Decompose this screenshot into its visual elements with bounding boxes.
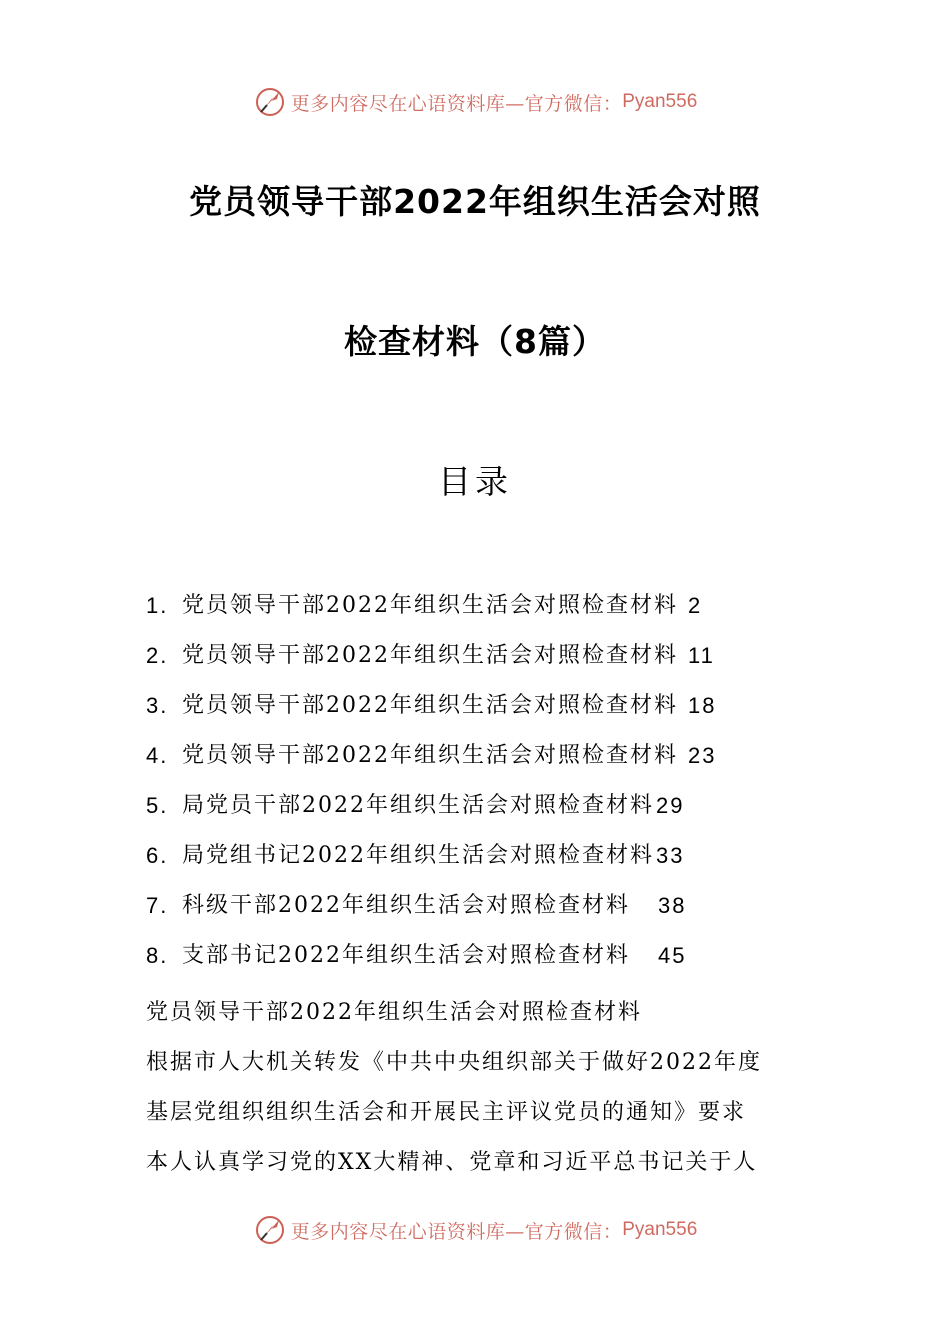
watermark-text: 更多内容尽在心语资料库—官方微信：	[290, 92, 623, 115]
watermark-wechat: Pyan556	[622, 91, 698, 112]
body-paragraph-line: 本人认真学习党的XX大精神、党章和习近平总书记关于人	[146, 1150, 758, 1175]
document-body	[146, 988, 816, 1188]
toc-number: 6.	[146, 843, 169, 868]
toc-title: 局党组书记2022年组织生活会对照检查材料	[182, 843, 654, 868]
toc-item-7[interactable]	[146, 890, 826, 940]
toc-page-number: 38	[658, 893, 687, 918]
body-paragraph-line: 根据市人大机关转发《中共中央组织部关于做好2022年度	[146, 1050, 762, 1075]
quill-logo-icon	[253, 85, 287, 119]
quill-logo-icon	[253, 1213, 287, 1247]
toc-item-4[interactable]	[146, 740, 826, 790]
toc-page-number: 45	[658, 943, 687, 968]
toc-title: 党员领导干部2022年组织生活会对照检查材料	[182, 693, 678, 718]
watermark-wechat: Pyan556	[622, 1219, 698, 1240]
document-title-line-2: 检查材料（8篇）	[344, 322, 606, 361]
toc-page-number: 33	[656, 843, 685, 868]
toc-number: 1.	[146, 593, 169, 618]
toc-number: 4.	[146, 743, 169, 768]
toc-page-number: 29	[656, 793, 685, 818]
toc-title: 局党员干部2022年组织生活会对照检查材料	[182, 793, 654, 818]
toc-item-6[interactable]	[146, 840, 826, 890]
toc-page-number: 11	[688, 643, 715, 668]
toc-title: 党员领导干部2022年组织生活会对照检查材料	[182, 743, 678, 768]
toc-number: 7.	[146, 893, 169, 918]
watermark-text: 更多内容尽在心语资料库—官方微信：	[290, 1220, 623, 1243]
watermark-header	[0, 82, 950, 122]
section-heading: 党员领导干部2022年组织生活会对照检查材料	[146, 1000, 642, 1025]
toc-item-2[interactable]	[146, 640, 826, 690]
toc-title: 党员领导干部2022年组织生活会对照检查材料	[182, 593, 678, 618]
toc-title: 支部书记2022年组织生活会对照检查材料	[182, 943, 630, 968]
toc-heading: 目录	[438, 462, 512, 501]
toc-number: 8.	[146, 943, 169, 968]
body-paragraph-line: 基层党组织组织生活会和开展民主评议党员的通知》要求	[146, 1100, 747, 1125]
toc-number: 5.	[146, 793, 169, 818]
toc-title: 党员领导干部2022年组织生活会对照检查材料	[182, 643, 678, 668]
toc-item-8[interactable]	[146, 940, 826, 990]
toc-item-5[interactable]	[146, 790, 826, 840]
watermark-footer	[0, 1210, 950, 1250]
table-of-contents	[146, 590, 826, 990]
toc-page-number: 23	[688, 743, 717, 768]
toc-page-number: 18	[688, 693, 717, 718]
toc-item-3[interactable]	[146, 690, 826, 740]
toc-number: 3.	[146, 693, 169, 718]
document-title-line-1: 党员领导干部2022年组织生活会对照	[189, 182, 761, 221]
toc-page-number: 2	[688, 593, 703, 618]
toc-title: 科级干部2022年组织生活会对照检查材料	[182, 893, 630, 918]
toc-item-1[interactable]	[146, 590, 826, 640]
toc-number: 2.	[146, 643, 169, 668]
